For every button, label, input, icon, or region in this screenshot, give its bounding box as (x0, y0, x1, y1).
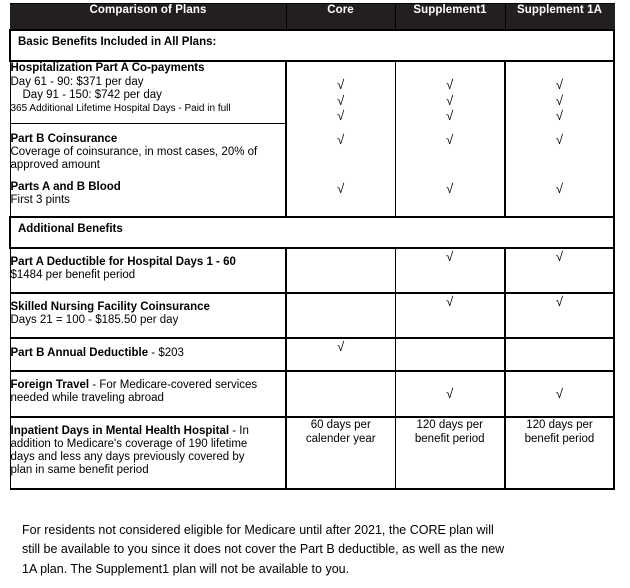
cell-supplement1-part-a-deductible (395, 248, 505, 293)
benefit-line: addition to Medicare's coverage of 190 lifetime (10, 438, 248, 451)
table-row-parts-a-b-blood (10, 172, 614, 217)
column-header-supplement1: Supplement1 (395, 4, 505, 31)
benefit-line: 365 Additional Lifetime Hospital Days - Paid in full (10, 102, 231, 114)
benefit-description-hospitalization (10, 61, 286, 123)
cell-core-parts-a-b-blood (286, 172, 395, 217)
benefit-line: Day 61 - 90: $371 per day (10, 75, 144, 88)
plan-comparison-table (9, 3, 615, 490)
cell-core-skilled-nursing (286, 293, 395, 338)
cell-supplement1a-parts-a-b-blood (505, 172, 614, 217)
checkmark-icon: √ (337, 77, 345, 93)
cell-supplement1-part-b-coinsurance (395, 123, 505, 171)
cell-supplement1a-part-b-coinsurance (505, 123, 614, 171)
benefit-line: First 3 pints (10, 194, 70, 207)
plan-value-line: 120 days per (526, 418, 593, 431)
column-header-supplement1a: Supplement 1A (505, 4, 614, 31)
checkmark-icon: √ (337, 107, 345, 123)
checkmark-icon: √ (337, 180, 345, 196)
checkmark-icon: √ (337, 132, 345, 148)
benefit-line: approved amount (10, 159, 101, 172)
cell-supplement1-part-b-annual-deductible (395, 338, 505, 371)
benefit-title-suffix: - For Medicare-covered services (89, 378, 258, 391)
cell-supplement1a-part-a-deductible (505, 248, 614, 293)
benefit-description-part-b-annual-deductible (10, 338, 286, 371)
benefit-description-foreign-travel (10, 371, 286, 417)
checkmark-icon: √ (555, 77, 564, 93)
spacer (11, 124, 286, 133)
footer-note (22, 521, 608, 579)
spacer (506, 123, 613, 132)
checkmark-icon: √ (446, 293, 454, 309)
spacer (396, 172, 505, 181)
table-row-part-b-annual-deductible (10, 338, 614, 371)
checkmark-icon: √ (555, 132, 564, 148)
column-header-core: Core (286, 4, 395, 31)
benefit-title-text: Inpatient Days in Mental Health Hospital (10, 424, 230, 437)
plan-value-line: 120 days per (416, 418, 483, 431)
table-row-foreign-travel (10, 371, 614, 417)
section-label-basic-benefits: Basic Benefits Included in All Plans: (10, 30, 614, 61)
spacer (506, 172, 613, 181)
checkmark-icon: √ (555, 248, 564, 264)
benefit-title (11, 379, 286, 393)
spacer (287, 172, 395, 181)
table-header-row (10, 4, 614, 31)
benefit-line: Day 91 - 150: $742 per day (22, 89, 162, 102)
benefit-line: plan in same benefit period (10, 463, 149, 476)
checkmark-icon: √ (446, 92, 454, 108)
benefit-title-text: Part B Annual Deductible (10, 347, 149, 360)
footer-note-line: For residents not considered eligible for Medicare until after 2021, the CORE plan will (22, 523, 494, 537)
checkmark-icon: √ (446, 180, 454, 196)
cell-supplement1-parts-a-b-blood (395, 172, 505, 217)
checkmark-icon: √ (555, 107, 564, 123)
checkmark-icon: √ (446, 107, 454, 123)
benefit-title (11, 425, 286, 439)
spacer (11, 172, 286, 181)
plan-value-line: benefit period (414, 433, 485, 446)
benefit-line: Days 21 = 100 - $185.50 per day (10, 314, 179, 327)
benefit-line: days and less any days previously covered by (10, 450, 245, 463)
table-row-hospitalization (10, 61, 614, 123)
cell-supplement1-foreign-travel (395, 371, 505, 417)
section-label-additional-benefits: Additional Benefits (10, 217, 614, 248)
checkmark-icon: √ (555, 293, 564, 309)
benefit-title: Part B Coinsurance (10, 132, 118, 145)
table-row-inpatient-mental-health (10, 417, 614, 489)
benefit-title-suffix: - $203 (148, 347, 184, 360)
cell-core-hospitalization (286, 61, 395, 123)
cell-supplement1-inpatient-mental-health (395, 417, 505, 489)
checkmark-icon: √ (555, 180, 564, 196)
checkmark-icon: √ (555, 385, 564, 401)
footer-note-line: still be available to you since it does not cover the Part B deductible, as well as the new (22, 542, 505, 557)
table-row-skilled-nursing (10, 293, 614, 338)
checkmark-icon: √ (337, 92, 345, 108)
benefit-description-part-b-coinsurance (10, 123, 286, 171)
checkmark-icon: √ (446, 248, 454, 264)
benefit-title-text: Foreign Travel (10, 378, 90, 391)
table-row-part-a-deductible (10, 248, 614, 293)
benefit-description-inpatient-mental-health (10, 417, 286, 489)
checkmark-icon: √ (555, 92, 564, 108)
table-row-part-b-coinsurance (10, 123, 614, 171)
benefit-title-suffix: - In (229, 424, 249, 437)
cell-supplement1a-foreign-travel (505, 371, 614, 417)
plan-value-line: benefit period (524, 433, 595, 446)
plan-value-line: calender year (305, 433, 376, 446)
benefit-title (11, 347, 286, 361)
section-row-basic-benefits (10, 30, 614, 61)
cell-supplement1a-part-b-annual-deductible (505, 338, 614, 371)
cell-core-foreign-travel (286, 371, 395, 417)
benefit-line: Coverage of coinsurance, in most cases, 20% of (10, 146, 258, 159)
cell-core-part-a-deductible (286, 248, 395, 293)
footer-note-line: 1A plan. The Supplement1 plan will not be available to you. (22, 561, 350, 576)
cell-supplement1-skilled-nursing (395, 293, 505, 338)
cell-core-part-b-coinsurance (286, 123, 395, 171)
cell-supplement1a-hospitalization (505, 61, 614, 123)
cell-supplement1-hospitalization (395, 61, 505, 123)
benefit-title: Part A Deductible for Hospital Days 1 - 60 (10, 255, 236, 268)
checkmark-icon: √ (337, 339, 345, 355)
benefit-description-skilled-nursing (10, 293, 286, 338)
plan-value-line: 60 days per (310, 418, 371, 431)
spacer (287, 123, 395, 132)
benefit-title: Parts A and B Blood (10, 180, 121, 193)
benefit-title: Hospitalization Part A Co-payments (10, 62, 205, 74)
benefit-description-parts-a-b-blood (10, 172, 286, 217)
section-row-additional-benefits (10, 217, 614, 248)
cell-supplement1a-inpatient-mental-health (505, 417, 614, 489)
spacer (396, 123, 505, 132)
checkmark-icon: √ (446, 385, 454, 401)
benefit-title: Skilled Nursing Facility Coinsurance (10, 300, 210, 313)
benefit-description-part-a-deductible (10, 248, 286, 293)
cell-core-inpatient-mental-health (286, 417, 395, 489)
benefit-line: needed while traveling abroad (10, 392, 164, 405)
checkmark-icon: √ (446, 77, 454, 93)
column-header-comparison-of-plans: Comparison of Plans (10, 4, 286, 31)
checkmark-icon: √ (446, 132, 454, 148)
cell-core-part-b-annual-deductible (286, 338, 395, 371)
cell-supplement1a-skilled-nursing (505, 293, 614, 338)
benefit-line: $1484 per benefit period (10, 269, 136, 282)
